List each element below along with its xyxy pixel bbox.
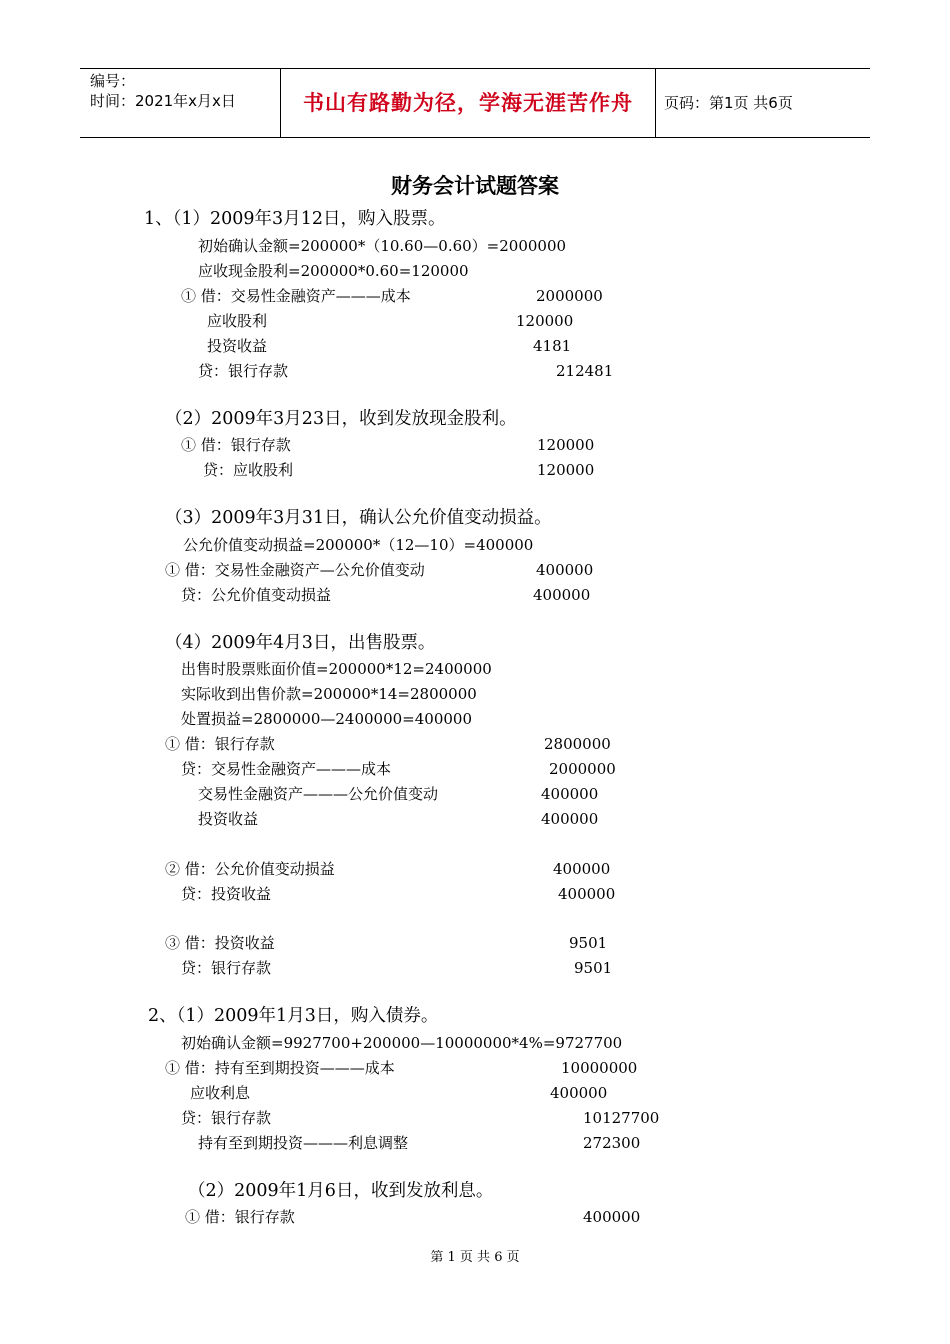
entry-line: 应收利息 bbox=[190, 1084, 251, 1102]
entry-amount: 400000 bbox=[541, 810, 599, 828]
entry-line: 持有至到期投资———利息调整 bbox=[198, 1134, 409, 1152]
entry-amount: 2000000 bbox=[536, 287, 603, 305]
entry-line: ① 借：银行存款 bbox=[185, 1208, 295, 1226]
entry-line: 贷：银行存款 bbox=[181, 1109, 272, 1127]
entry-amount: 400000 bbox=[536, 561, 594, 579]
entry-line: ① 借：交易性金融资产———成本 bbox=[181, 287, 411, 305]
entry-amount: 120000 bbox=[537, 436, 595, 454]
entry-line: 贷：交易性金融资产———成本 bbox=[181, 760, 392, 778]
entry-amount: 120000 bbox=[537, 461, 595, 479]
entry-line: 贷：银行存款 bbox=[181, 959, 272, 977]
section-heading: （4）2009年4月3日，出售股票。 bbox=[165, 633, 436, 653]
entry-amount: 400000 bbox=[533, 586, 591, 604]
section-heading: 1、（1）2009年3月12日，购入股票。 bbox=[144, 209, 446, 229]
entry-amount: 9501 bbox=[574, 959, 613, 977]
entry-amount: 400000 bbox=[583, 1208, 641, 1226]
entry-amount: 272300 bbox=[583, 1134, 641, 1152]
entry-line: 贷：应收股利 bbox=[203, 461, 294, 479]
entry-line: ① 借：持有至到期投资———成本 bbox=[165, 1059, 395, 1077]
page-footer: 第 1 页 共 6 页 bbox=[430, 1250, 520, 1265]
section-heading: （2）2009年3月23日，收到发放现金股利。 bbox=[165, 409, 517, 429]
entry-line: ② 借：公允价值变动损益 bbox=[165, 860, 335, 878]
entry-line: 出售时股票账面价值=200000*12=2400000 bbox=[181, 660, 492, 678]
entry-line: 贷：公允价值变动损益 bbox=[181, 586, 332, 604]
document-title: 财务会计试题答案 bbox=[391, 174, 559, 198]
entry-line: 贷：银行存款 bbox=[198, 362, 289, 380]
entry-line: 初始确认金额=200000*（10.60—0.60）=2000000 bbox=[198, 237, 567, 255]
entry-amount: 400000 bbox=[550, 1084, 608, 1102]
entry-amount: 400000 bbox=[558, 885, 616, 903]
entry-line: 公允价值变动损益=200000*（12—10）=400000 bbox=[183, 536, 534, 554]
section-heading: （2）2009年1月6日，收到发放利息。 bbox=[188, 1181, 494, 1201]
entry-amount: 2800000 bbox=[544, 735, 611, 753]
entry-line: 初始确认金额=9927700+200000—10000000*4%=9727700 bbox=[181, 1034, 623, 1052]
entry-amount: 9501 bbox=[569, 934, 608, 952]
entry-line: 应收股利 bbox=[207, 312, 268, 330]
entry-line: 投资收益 bbox=[207, 337, 268, 355]
entry-amount: 400000 bbox=[541, 785, 599, 803]
serial-number-label: 编号： bbox=[90, 72, 136, 90]
entry-line: 交易性金融资产———公允价值变动 bbox=[198, 785, 439, 803]
entry-amount: 4181 bbox=[533, 337, 572, 355]
section-heading: （3）2009年3月31日，确认公允价值变动损益。 bbox=[165, 508, 552, 528]
entry-line: 贷：投资收益 bbox=[181, 885, 272, 903]
entry-line: 实际收到出售价款=200000*14=2800000 bbox=[181, 685, 477, 703]
header-page-info: 页码：第1页 共6页 bbox=[664, 94, 793, 112]
entry-line: ① 借：银行存款 bbox=[165, 735, 275, 753]
entry-line: 处置损益=2800000—2400000=400000 bbox=[181, 710, 473, 728]
document-header bbox=[80, 68, 870, 138]
header-meta-cell bbox=[80, 69, 280, 137]
header-motto: 书山有路勤为径，学海无涯苦作舟 bbox=[280, 69, 656, 137]
entry-line: ① 借：银行存款 bbox=[181, 436, 291, 454]
time-label: 时间：2021年x月x日 bbox=[90, 92, 236, 110]
entry-amount: 10127700 bbox=[583, 1109, 660, 1127]
entry-line: 投资收益 bbox=[198, 810, 259, 828]
entry-amount: 212481 bbox=[556, 362, 614, 380]
entry-line: ③ 借：投资收益 bbox=[165, 934, 275, 952]
entry-amount: 2000000 bbox=[549, 760, 616, 778]
entry-line: 应收现金股利=200000*0.60=120000 bbox=[198, 262, 469, 280]
entry-amount: 120000 bbox=[516, 312, 574, 330]
entry-amount: 10000000 bbox=[561, 1059, 638, 1077]
entry-line: ① 借：交易性金融资产—公允价值变动 bbox=[165, 561, 425, 579]
entry-amount: 400000 bbox=[553, 860, 611, 878]
section-heading: 2、（1）2009年1月3日，购入债券。 bbox=[148, 1006, 439, 1026]
